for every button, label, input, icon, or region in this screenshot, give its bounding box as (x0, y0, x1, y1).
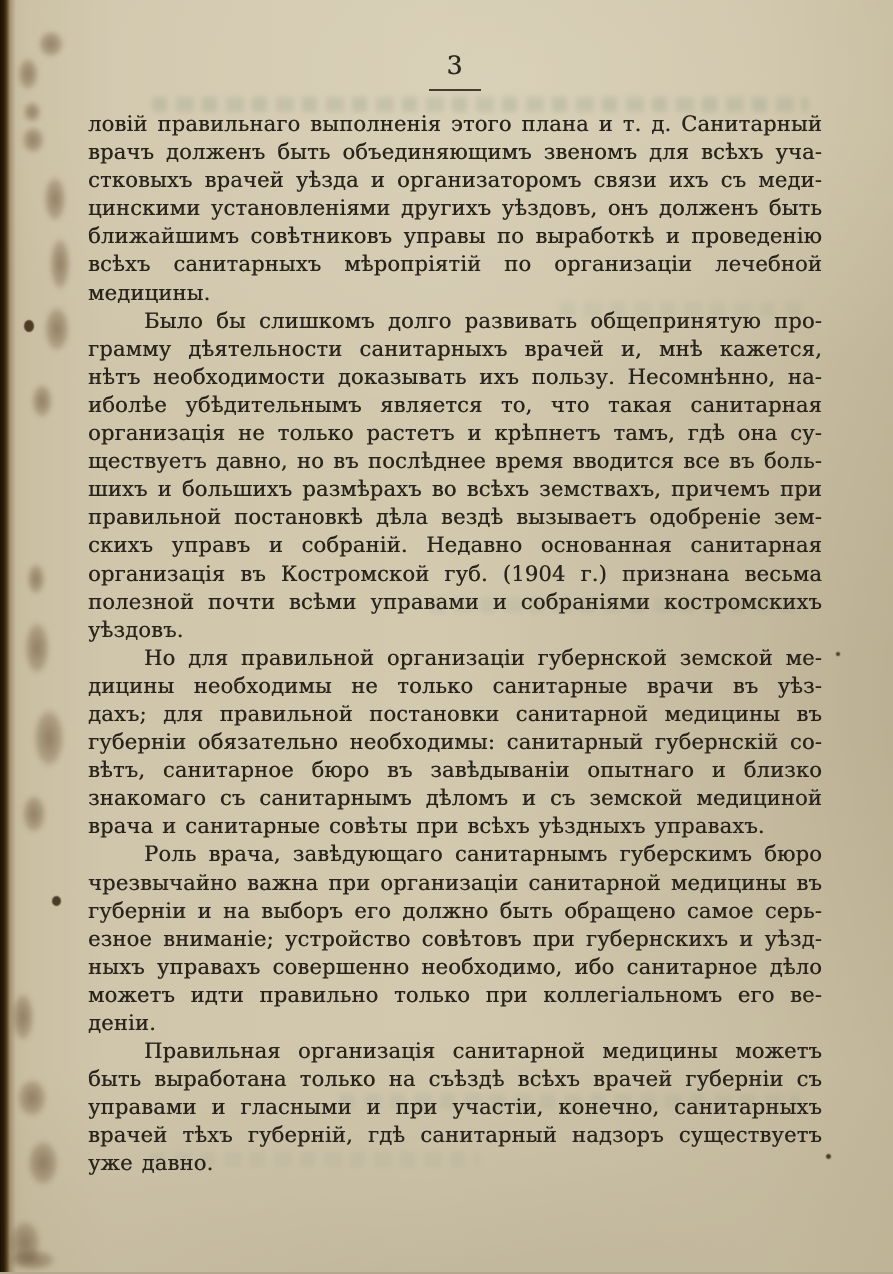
ink-stain (22, 1132, 64, 1194)
text-line: всѣхъ санитарныхъ мѣропріятій по организаціи лечебной (88, 250, 822, 278)
paragraph (88, 307, 822, 644)
text-line: Роль врача, завѣдующаго санитарнымъ губерскимъ бюро (88, 840, 822, 868)
text-line: губерніи и на выборъ его должно быть обращено самое серь- (88, 897, 822, 925)
text-line: Было бы слишкомъ долго развивать общепринятую про- (88, 307, 822, 335)
text-line: полезной почти всѣми управами и собраніями костромскихъ (88, 588, 822, 616)
ink-stain (34, 26, 68, 62)
ink-speck (836, 652, 840, 656)
page-text (88, 110, 822, 1178)
text-line: врача и санитарные совѣты при всѣхъ уѣздныхъ управахъ. (88, 812, 822, 840)
text-line: дицины необходимы не только санитарные врачи въ уѣз- (88, 672, 822, 700)
paragraph-continuation (88, 110, 822, 307)
text-line: губерніи обязательно необходимы: санитарный губернскій со- (88, 728, 822, 756)
text-line: ществуетъ давно, но въ послѣднее время вводится все въ боль- (88, 447, 822, 475)
text-line: скихъ управъ и собраній. Недавно основанная санитарная (88, 531, 822, 559)
text-line: быть выработана только на съѣздѣ всѣхъ врачей губерніи съ (88, 1065, 822, 1093)
text-line: цинскими установленіями другихъ уѣздовъ, онъ долженъ быть (88, 194, 822, 222)
page-header (88, 51, 822, 91)
ink-stain (40, 298, 74, 360)
binding-edge (0, 0, 16, 1272)
text-line: иболѣе убѣдительнымъ является то, что такая санитарная (88, 391, 822, 419)
text-line: шихъ и большихъ размѣрахъ во всѣхъ земствахъ, причемъ при (88, 475, 822, 503)
text-line: Но для правильной организаціи губернской земской ме- (88, 644, 822, 672)
ink-stain (40, 168, 70, 230)
text-line: езное вниманіе; устройство совѣтовъ при губернскихъ и уѣзд- (88, 925, 822, 953)
ink-speck (52, 896, 61, 906)
text-line: деніи. (88, 1009, 822, 1037)
paragraph (88, 644, 822, 841)
text-line: управами и гласными и при участіи, конечно, санитарныхъ (88, 1093, 822, 1121)
ink-stain (0, 1246, 64, 1274)
ink-stain (18, 122, 48, 158)
text-line: стковыхъ врачей уѣзда и организаторомъ связи ихъ съ меди- (88, 166, 822, 194)
text-line: чрезвычайно важна при организаціи санитарной медицины въ (88, 869, 822, 897)
text-line: врачъ долженъ быть объединяющимъ звеномъ для всѣхъ уча- (88, 138, 822, 166)
ink-stain (24, 558, 48, 600)
text-line: правильной постановкѣ дѣла вездѣ вызываетъ одобреніе зем- (88, 503, 822, 531)
text-line: ловій правильнаго выполненія этого плана и т. д. Санитарный (88, 110, 822, 138)
text-line: нѣтъ необходимости доказывать ихъ пользу. Несомнѣнно, на- (88, 363, 822, 391)
ink-stain (20, 612, 54, 684)
text-line: вѣтъ, санитарное бюро въ завѣдываніи опытнаго и близко (88, 756, 822, 784)
text-line: уѣздовъ. (88, 616, 822, 644)
paragraph (88, 1037, 822, 1177)
text-line: можетъ идти правильно только при коллегіальномъ его ве- (88, 981, 822, 1009)
paragraph (88, 840, 822, 1037)
text-line: уже давно. (88, 1149, 822, 1177)
ink-stain (8, 984, 38, 1050)
ink-stain (18, 788, 50, 840)
ink-stain (28, 378, 56, 424)
text-line: Правильная организація санитарной медицины можетъ (88, 1037, 822, 1065)
ink-speck (24, 320, 34, 332)
text-line: медицины. (88, 279, 822, 307)
page-number: 3 (88, 51, 822, 81)
ink-stain (12, 1072, 52, 1124)
text-line: ныхъ управахъ совершенно необходимо, ибо санитарное дѣло (88, 953, 822, 981)
text-line: дахъ; для правильной постановки санитарной медицины въ (88, 700, 822, 728)
text-line: грамму дѣятельности санитарныхъ врачей и, мнѣ кажется, (88, 335, 822, 363)
ink-speck (826, 1154, 831, 1159)
ink-stain (46, 228, 74, 300)
ink-stain (28, 698, 70, 778)
text-line: ближайшимъ совѣтниковъ управы по выработкѣ и проведенію (88, 222, 822, 250)
ink-stain (14, 52, 42, 96)
text-line: организація не только растетъ и крѣпнетъ тамъ, гдѣ она су- (88, 419, 822, 447)
page-number-rule (429, 89, 481, 91)
text-line: организація въ Костромской губ. (1904 г.) признана весьма (88, 560, 822, 588)
text-line: врачей тѣхъ губерній, гдѣ санитарный надзоръ существуетъ (88, 1121, 822, 1149)
text-line: знакомаго съ санитарнымъ дѣломъ и съ земской медициной (88, 784, 822, 812)
